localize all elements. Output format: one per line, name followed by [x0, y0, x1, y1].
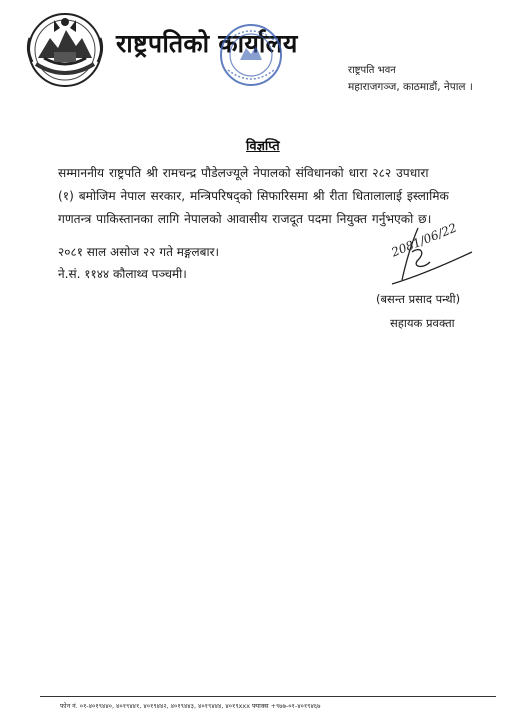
notice-heading: विज्ञप्ति: [246, 139, 280, 154]
footer-divider: [40, 696, 496, 697]
date-line: २०८१ साल असोज २२ गते मङ्गलबार।: [58, 245, 220, 259]
handwritten-date: 2081/06/22: [389, 220, 459, 260]
body-line-1: सम्माननीय राष्ट्रपति श्री रामचन्द्र पौडेलज्यूले नेपालको संविधानको धारा २८२ उपधारा: [58, 166, 429, 180]
nepal-emblem-icon: [24, 8, 106, 90]
address-line-2: महाराजगञ्ज, काठमाडौं, नेपाल ।: [348, 81, 473, 93]
body-line-3: गणतन्त्र पाकिस्तानका लागि नेपालको आवासीय राजदूत पदमा नियुक्त गर्नुभएको छ।: [58, 212, 432, 226]
body-line-2: (१) बमोजिम नेपाल सरकार, मन्त्रिपरिषद्को सिफारिसमा श्री रीता धितालालाई इस्लामिक: [58, 189, 449, 203]
office-seal-stamp-icon: [216, 20, 286, 90]
office-title: राष्ट्रपतिको कार्यालय: [116, 29, 298, 58]
footer-contact: फोन नं. ०१-४०१९४४०, ४०१९४४१, ४०१९४४२, ४०१९४४३, ४०१९४४४, ४०१९xxx फ्याक्स +९७७-०१-४०१९४६७: [60, 702, 321, 710]
nepal-sambat-line: ने.सं. ११४४ कौलाथ्व पञ्चमी।: [58, 267, 187, 281]
signer-name: (बसन्त प्रसाद पन्थी): [376, 292, 461, 306]
address-line-1: राष्ट्रपति भवन: [348, 65, 396, 76]
signer-title: सहायक प्रवक्ता: [390, 316, 455, 330]
